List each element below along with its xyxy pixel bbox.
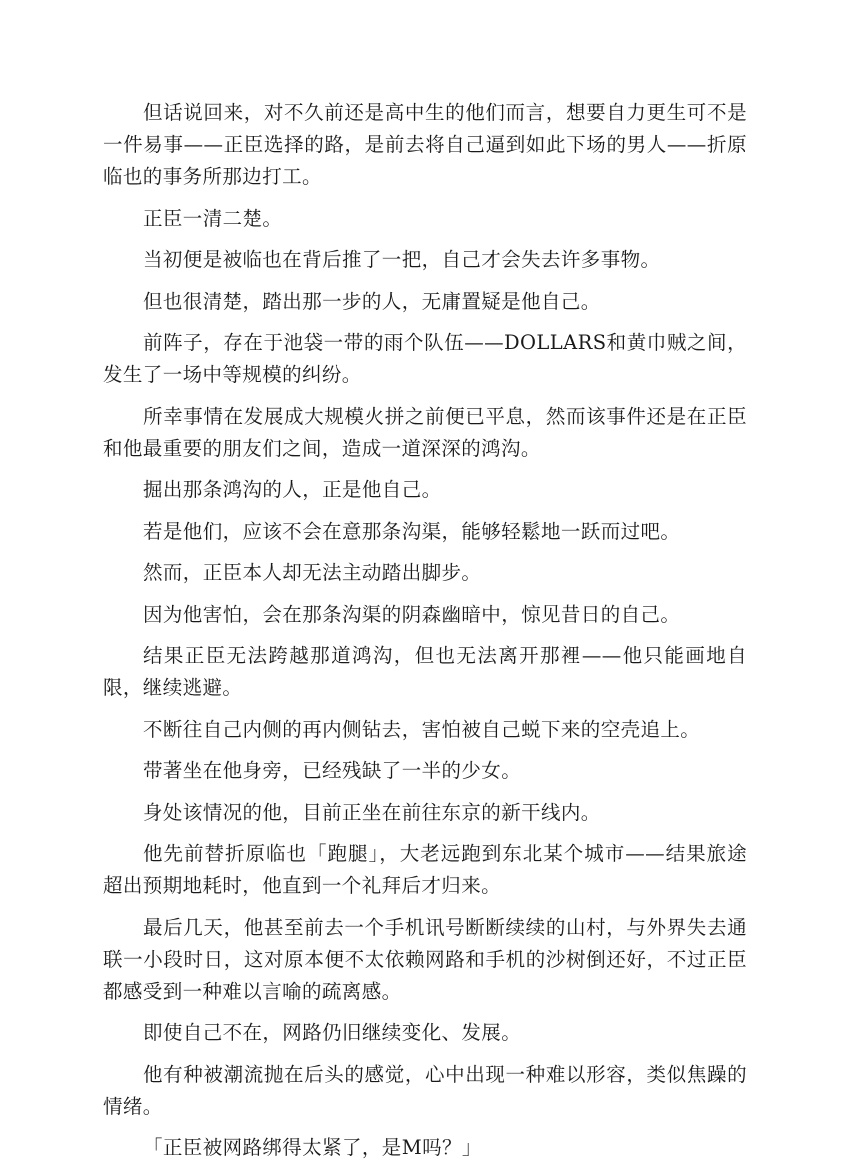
paragraph: 因为他害怕，会在那条沟渠的阴森幽暗中，惊见昔日的自己。 [143,602,681,626]
paragraph: 但话说回来，对不久前还是高中生的他们而言，想要自力更生可不是一件易事——正臣选择的路，是前去将自己逼到如此下场的男人——折原临也的事务所那边打工。 [103,101,747,188]
paragraph: 身处该情况的他，目前正坐在前往东京的新干线内。 [143,800,601,824]
paragraph: 「正臣被网路绑得太紧了，是M吗？」 [143,1136,482,1159]
paragraph: 他先前替折原临也「跑腿」，大老远跑到东北某个城市——结果旅途超出预期地耗时，他直到一个礼拜后才归来。 [103,842,747,897]
paragraph: 最后几天，他甚至前去一个手机讯号断断续续的山村，与外界失去通联一小段时日，这对原本便不太依赖网路和手机的沙树倒还好，不过正臣都感受到一种难以言喻的疏离感。 [103,915,747,1003]
paragraph: 但也很清楚，踏出那一步的人，无庸置疑是他自己。 [143,289,601,313]
paragraph: 不断往自己内侧的再内侧钻去，害怕被自己蜕下来的空壳追上。 [143,717,701,741]
document-page [103,97,747,1174]
paragraph: 正臣一清二楚。 [143,206,283,230]
paragraph: 带著坐在他身旁，已经残缺了一半的少女。 [143,759,522,782]
paragraph: 结果正臣无法跨越那道鸿沟，但也无法离开那裡——他只能画地自限，继续逃避。 [103,644,747,699]
paragraph: 所幸事情在发展成大规模火拼之前便已平息，然而该事件还是在正臣和他最重要的朋友们之间，造成一道深深的鸿沟。 [103,404,747,460]
paragraph: 掘出那条鸿沟的人，正是他自己。 [143,478,442,501]
paragraph: 前阵子，存在于池袋一带的雨个队伍——DOLLARS和黄巾贼之间，发生了一场中等规模的纠纷。 [103,331,747,386]
paragraph: 当初便是被临也在背后推了一把，自己才会失去许多事物。 [143,248,661,271]
paragraph: 他有种被潮流抛在后头的感觉，心中出现一种难以形容，类似焦躁的情绪。 [103,1062,747,1118]
paragraph: 若是他们，应该不会在意那条沟渠，能够轻鬆地一跃而过吧。 [143,519,681,543]
paragraph: 即使自己不在，网路仍旧继续变化、发展。 [143,1021,522,1044]
paragraph: 然而，正臣本人却无法主动踏出脚步。 [143,561,482,584]
